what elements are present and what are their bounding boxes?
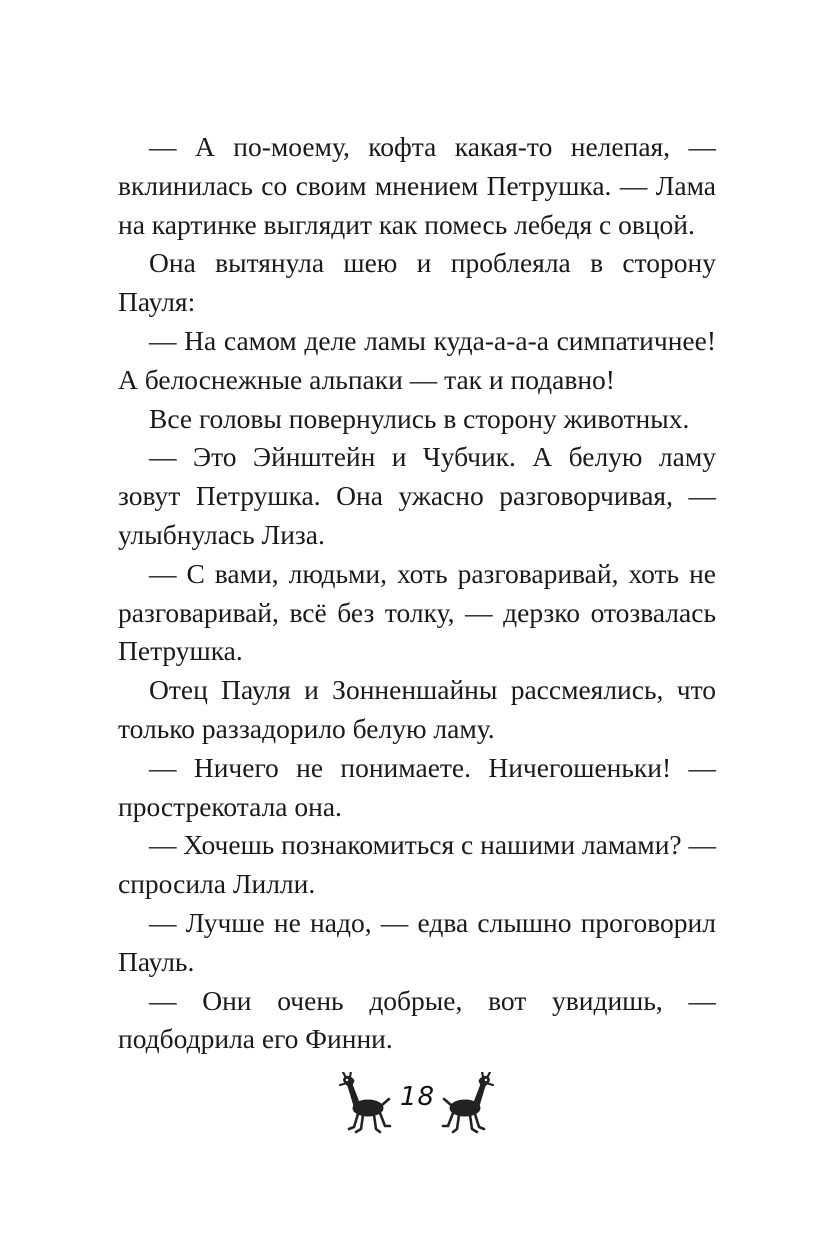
paragraph: — Это Эйнштейн и Чубчик. А белую ламу зовут Петрушка. Она ужасно разговорчивая, — улыбнулась Лиза.: [118, 441, 716, 550]
paragraph: — Они очень добрые, вот увидишь, — подбодрила его Финни.: [118, 984, 716, 1055]
page-body-text: [118, 128, 716, 1059]
llama-icon: [334, 1072, 396, 1138]
paragraph: — Ничего не понимаете. Ничегошеньки! — прострекотала она.: [118, 751, 716, 822]
paragraph: Все головы повернулись в сторону животных.: [149, 402, 690, 434]
paragraph: Отец Пауля и Зонненшайны рассмеялись, что только раззадорило белую ламу.: [118, 674, 716, 744]
paragraph: — На самом деле ламы куда-а-а-а симпатичнее! А белоснежные альпаки — так и подавно!: [118, 324, 716, 395]
paragraph: — А по-моему, кофта какая-то нелепая, — вклинилась со своим мнением Петрушка. — Лама на картинке выглядит как помесь лебедя с овцой.: [118, 131, 716, 240]
page-number: 18: [400, 1082, 436, 1112]
paragraph: Она вытянула шею и проблеяла в сторону Пауля:: [118, 247, 716, 318]
paragraph: — Лучше не надо, — едва слышно проговорил Пауль.: [118, 906, 716, 977]
llama-icon: [437, 1072, 499, 1138]
paragraph: — С вами, людьми, хоть разговаривай, хоть не разговаривай, всё без толку, — дерзко отозвалась Петрушка.: [118, 557, 716, 667]
paragraph: — Хочешь познакомиться с нашими ламами? — спросила Лилли.: [118, 829, 716, 900]
page-footer: [0, 1068, 833, 1140]
